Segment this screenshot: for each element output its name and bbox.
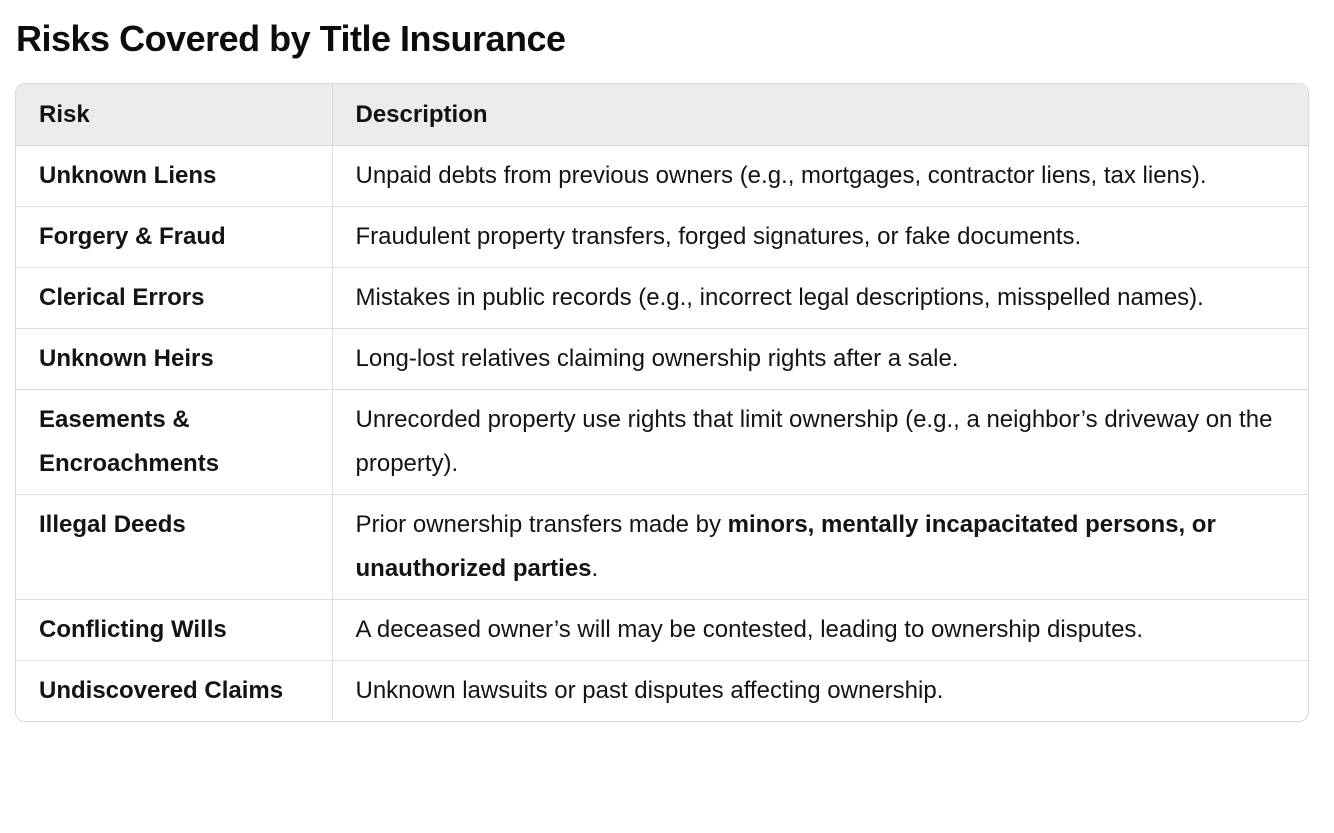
description-cell: A deceased owner’s will may be contested, leading to ownership disputes. [332,600,1308,661]
page-title: Risks Covered by Title Insurance [16,18,566,59]
risks-table-container [15,83,1309,722]
table-row [16,207,1308,268]
table-row [16,146,1308,207]
column-header-description: Description [332,84,1308,146]
table-row [16,600,1308,661]
description-cell: Unrecorded property use rights that limit ownership (e.g., a neighbor’s driveway on the property). [332,390,1308,495]
risks-table [16,84,1308,721]
table-row [16,329,1308,390]
description-text-end: . [591,555,599,582]
risk-cell: Illegal Deeds [16,495,332,600]
table-row [16,661,1308,722]
description-cell: Unpaid debts from previous owners (e.g., mortgages, contractor liens, tax liens). [332,146,1308,207]
risk-cell: Clerical Errors [16,268,332,329]
description-cell: Long-lost relatives claiming ownership rights after a sale. [332,329,1308,390]
column-header-risk: Risk [16,84,332,146]
risk-cell: Forgery & Fraud [16,207,332,268]
risk-cell: Undiscovered Claims [16,661,332,722]
description-cell: Unknown lawsuits or past disputes affecting ownership. [332,661,1308,722]
description-emphasis: minors, mentally incapacitated persons, or unauthorized parties [355,511,1216,582]
risk-cell: Conflicting Wills [16,600,332,661]
table-header-row [16,84,1308,146]
risk-cell: Easements & Encroachments [16,390,332,495]
risk-cell: Unknown Liens [39,162,217,189]
description-cell: Fraudulent property transfers, forged signatures, or fake documents. [332,207,1308,268]
description-cell: Mistakes in public records (e.g., incorrect legal descriptions, misspelled names). [332,268,1308,329]
table-row [16,268,1308,329]
risk-cell: Unknown Heirs [16,329,332,390]
table-row [16,495,1308,600]
description-cell [332,495,1308,600]
description-text: Prior ownership transfers made by [355,511,728,538]
table-row [16,390,1308,495]
